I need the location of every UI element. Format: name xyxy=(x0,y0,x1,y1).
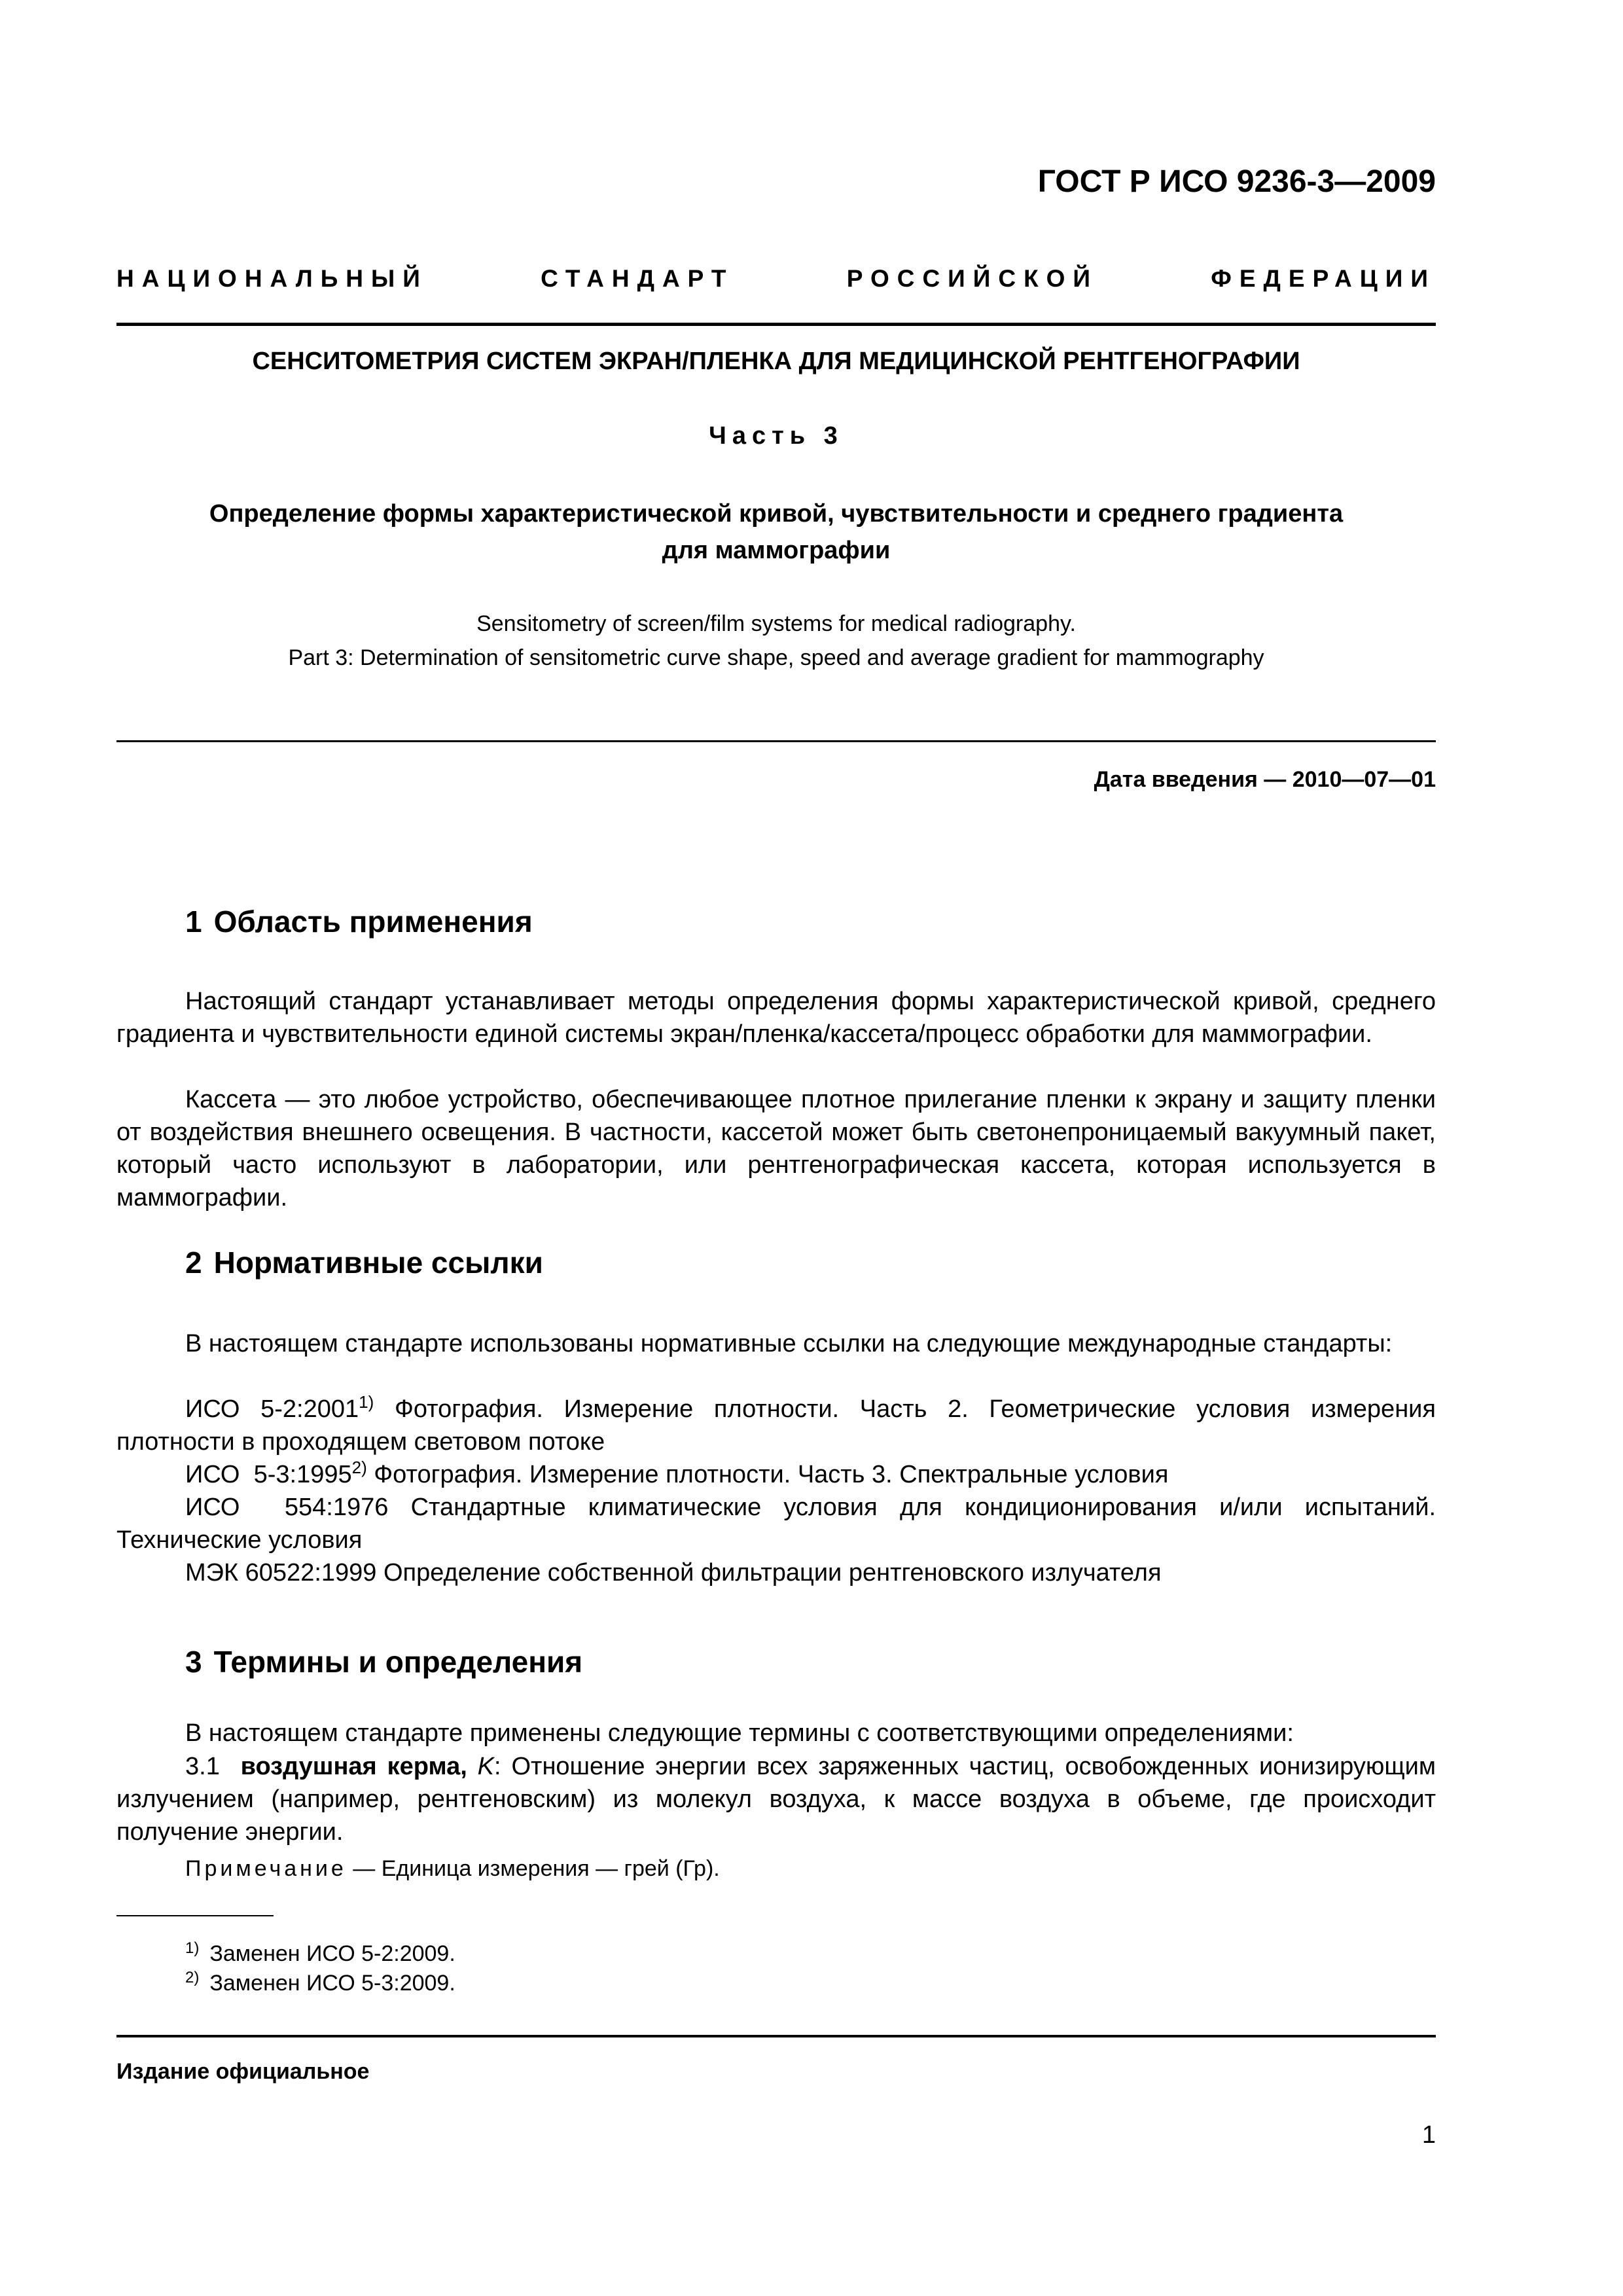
footnote-2 xyxy=(185,1971,455,1996)
term-note xyxy=(116,1852,1436,1885)
header-rule xyxy=(116,323,1436,326)
reference-iso-5-2 xyxy=(116,1393,1436,1458)
section-1-paragraph-1-text: Настоящий стандарт устанавливает методы определения формы характеристической кривой, среднего градиента и чувствительности единой системы экран/пленка/кассета/процесс обработки для маммографии. xyxy=(116,988,1436,1048)
footnote-separator xyxy=(116,1915,274,1916)
document-subtitle xyxy=(116,495,1436,569)
introduction-date: Дата введения — 2010—07—01 xyxy=(1094,767,1436,792)
english-title-line-2: Part 3: Determination of sensitometric curve shape, speed and average gradient for mammography xyxy=(288,645,1264,670)
section-3-intro-text: В настоящем стандарте применены следующие термины с соответствующими определениями: xyxy=(185,1719,1294,1747)
national-standard-banner xyxy=(116,265,1436,293)
section-3-heading xyxy=(185,1644,582,1679)
section-1-heading xyxy=(185,904,533,939)
title-rule xyxy=(116,740,1436,742)
english-title xyxy=(116,607,1436,675)
section-2-number: 2 xyxy=(185,1246,202,1280)
english-title-line-1: Sensitometry of screen/film systems for medical radiography. xyxy=(476,611,1076,636)
reference-2-text: Фотография. Измерение плотности. Часть 3. Спектральные условия xyxy=(366,1461,1169,1488)
section-2-heading xyxy=(185,1245,543,1280)
section-3-title: Термины и определения xyxy=(213,1645,583,1679)
term-symbol: K xyxy=(477,1753,495,1780)
term-number: 3.1 xyxy=(185,1753,220,1780)
section-1-title: Область применения xyxy=(213,905,533,939)
reference-4-text: МЭК 60522:1999 Определение собственной фильтрации рентгеновского излучателя xyxy=(185,1559,1162,1587)
section-1-paragraph-2 xyxy=(116,1083,1436,1214)
footnote-1 xyxy=(185,1941,455,1967)
banner-word-2: СТАНДАРТ xyxy=(541,265,734,292)
reference-iso-5-3 xyxy=(116,1458,1436,1491)
document-title: СЕНСИТОМЕТРИЯ СИСТЕМ ЭКРАН/ПЛЕНКА ДЛЯ МЕДИЦИНСКОЙ РЕНТГЕНОГРАФИИ xyxy=(252,348,1300,375)
footnote-1-text: Заменен ИСО 5-2:2009. xyxy=(209,1941,455,1966)
section-2-intro xyxy=(116,1327,1436,1360)
banner-word-4: ФЕДЕРАЦИИ xyxy=(1211,265,1436,292)
document-code: ГОСТ Р ИСО 9236-3—2009 xyxy=(1037,164,1436,199)
reference-iec-60522 xyxy=(116,1556,1436,1589)
reference-2-code: ИСО 5-3:1995 xyxy=(185,1461,352,1488)
section-3-intro xyxy=(116,1717,1436,1749)
reference-iso-554 xyxy=(116,1491,1443,1556)
reference-1-code: ИСО 5-2:2001 xyxy=(185,1395,359,1423)
footnote-1-mark: 1) xyxy=(185,1939,200,1957)
section-1-paragraph-2-text: Кассета — это любое устройство, обеспечивающее плотное прилегание пленки к экрану и защиту пленки от воздействия внешнего освещения. В частности, кассетой может быть светонепроницаемый вакуумный пакет, который часто используют в лаборатории, или рентгенографическая кассета, которая используется в маммографии. xyxy=(116,1086,1436,1211)
section-1-number: 1 xyxy=(185,905,202,939)
footnote-2-mark: 2) xyxy=(185,1969,200,1986)
term-air-kerma xyxy=(116,1750,1436,1848)
term-name: воздушная керма, xyxy=(240,1753,467,1780)
part-label: Часть 3 xyxy=(709,422,844,450)
note-label: Примечание xyxy=(185,1856,347,1881)
section-1-paragraph-1 xyxy=(116,985,1436,1050)
reference-1-text: Фотография. Измерение плотности. Часть 2. Геометрические условия измерения плотности в проходящем световом потоке xyxy=(116,1395,1436,1456)
section-2-title: Нормативные ссылки xyxy=(213,1246,543,1280)
footnote-mark-2: 2) xyxy=(351,1458,367,1477)
subtitle-line-1: Определение формы характеристической кривой, чувствительности и среднего градиента xyxy=(209,500,1344,528)
section-2-intro-text: В настоящем стандарте использованы нормативные ссылки на следующие международные стандарты: xyxy=(185,1330,1393,1357)
footnote-2-text: Заменен ИСО 5-3:2009. xyxy=(209,1971,455,1996)
note-text: — Единица измерения — грей (Гр). xyxy=(346,1856,720,1881)
section-3-number: 3 xyxy=(185,1645,202,1679)
official-edition-label: Издание официальное xyxy=(116,2059,370,2084)
banner-word-1: НАЦИОНАЛЬНЫЙ xyxy=(116,265,428,292)
banner-word-3: РОССИЙСКОЙ xyxy=(846,265,1099,292)
footer-rule xyxy=(116,2035,1436,2037)
subtitle-line-2: для маммографии xyxy=(662,537,891,564)
reference-3-text: ИСО 554:1976 Стандартные климатические условия для кондиционирования и/или испытаний. Технические условия xyxy=(116,1494,1443,1554)
page-number: 1 xyxy=(1421,2121,1436,2149)
footnote-mark-1: 1) xyxy=(359,1392,374,1412)
term-definition: : Отношение энергии всех заряженных частиц, освобожденных ионизирующим излучением (например, рентгеновским) из молекул воздуха, к массе воздуха в объеме, где происходит получение энергии. xyxy=(116,1753,1436,1846)
